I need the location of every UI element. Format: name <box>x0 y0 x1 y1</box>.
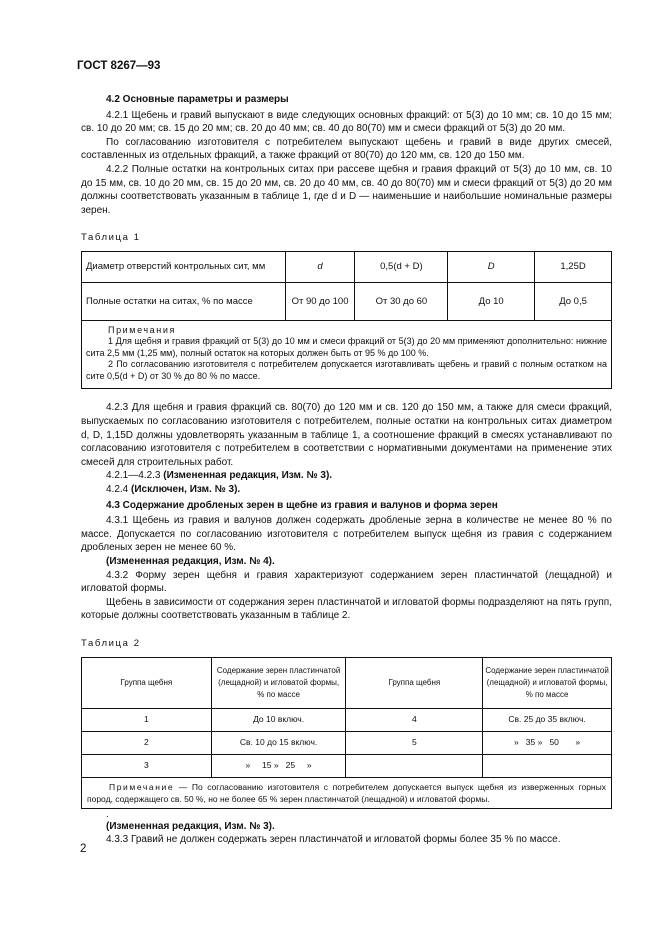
table2-cell: 1 <box>82 708 212 731</box>
paragraph-4-3-3: 4.3.3 Гравий не должен содержать зерен пластинчатой и игловатой формы более 35 % по массе. <box>106 834 561 846</box>
paragraph-4-2-3: 4.2.3 Для щебня и гравия фракций св. 80(70) до 120 мм и св. 120 до 150 мм, а также для смеси фракций, выпускаемых по согласованию изготовителя с потребителем, полные остатки на контрольных ситах диаметром d, D, 1,15D должны удовлетворять указанным в таблице 1, а соотношение фракций в смесях устанавливают по согласованию изготовителя с потребителем в соответствии с нормативными документами на применение этих смесей для строительных работ. <box>81 402 612 468</box>
table2-cell: » 15 » 25 » <box>211 754 346 777</box>
table-1 <box>81 251 612 390</box>
document-header: ГОСТ 8267—93 <box>77 60 161 72</box>
table1-cell: От 90 до 100 <box>285 282 355 320</box>
clause-ref: 4.2.4 <box>106 484 129 495</box>
table2-note-label: Примечание <box>109 781 175 792</box>
paragraph-4-2-1-cont: По согласованию изготовителя с потребителем выпускают щебень и гравий в виде других смесей, составленных из отдельных фракций, а также фракций от 80(70) до 120 мм, св. 120 до 150 мм. <box>81 136 612 162</box>
table-row <box>82 731 612 754</box>
paragraph-change-4-3-2: (Измененная редакция, Изм. № 3). <box>106 820 275 832</box>
table1-row-diameter <box>82 251 612 282</box>
table2-cell: 3 <box>82 754 212 777</box>
table2-header: Группа щебня <box>82 657 212 708</box>
page-content <box>81 93 612 847</box>
table2-cell: Св. 10 до 15 включ. <box>211 731 346 754</box>
table-2 <box>81 657 612 809</box>
paragraph-4-3-2: 4.3.2 Форму зерен щебня и гравия характеризуют содержанием зерен пластинчатой (лещадной) и игловатой формы. <box>81 569 612 595</box>
paragraph-change-4-2-1 <box>81 469 612 483</box>
table1-notes <box>82 320 612 389</box>
table1-cell: От 30 до 60 <box>355 282 448 320</box>
paragraph-4-3-1-change: (Измененная редакция, Изм. № 4). <box>106 555 275 567</box>
change-note: (Измененная редакция, Изм. № 3). <box>163 470 333 482</box>
table1-caption: Таблица 1 <box>81 232 141 244</box>
table2-cell: 5 <box>346 731 483 754</box>
table2-cell <box>346 754 483 777</box>
table2-cell: Св. 25 до 35 включ. <box>483 708 612 731</box>
table1-cell: 1,25D <box>535 251 612 282</box>
table1-cell: До 10 <box>448 282 535 320</box>
stray-dot: . <box>106 808 109 820</box>
table1-note-1: 1 Для щебня и гравия фракций от 5(3) до 10 мм и смеси фракций от 5(3) до 20 мм применяют дополнительно: нижние сита 2,5 мм (1,25 мм), полный остаток на которых должен быть от 95 % до 100 %. <box>86 336 607 358</box>
table1-cell: 0,5(d + D) <box>355 251 448 282</box>
section-heading-4-2: 4.2 Основные параметры и размеры <box>106 94 289 105</box>
table2-header: Группа щебня <box>346 657 483 708</box>
table2-cell: 2 <box>82 731 212 754</box>
table2-note-row <box>82 777 612 808</box>
table1-notes-title: Примечания <box>108 324 176 335</box>
table1-row-residue <box>82 282 612 320</box>
paragraph-4-3-1: 4.3.1 Щебень из гравия и валунов должен содержать дробленые зерна в количестве не менее 80 % по массе. Допускается по согласованию изготовителя с потребителем выпуск щебня из гравия с содержанием дробленых зерен не менее 60 %. <box>81 515 612 554</box>
table-row <box>82 754 612 777</box>
section-heading-4-3: 4.3 Содержание дробленых зерен в щебне из гравия и валунов и форма зерен <box>106 499 498 511</box>
table2-header-row <box>82 657 612 708</box>
table2-header: Содержание зерен пластинчатой (лещадной) и игловатой формы, % по массе <box>483 657 612 708</box>
table1-cell: D <box>448 251 535 282</box>
paragraph-4-2-4 <box>81 483 612 497</box>
table2-note-text: — По согласованию изготовителя с потребителем допускается выпуск щебня из изверженных горных пород, содержащего св. 50 %, но не более 65 % зерен пластинчатой (лещадной) и игловатой формы. <box>87 781 606 804</box>
table2-header: Содержание зерен пластинчатой (лещадной) и игловатой формы, % по массе <box>211 657 346 708</box>
table1-row2-label: Полные остатки на ситах, % по массе <box>82 282 286 320</box>
table-row <box>82 708 612 731</box>
table1-notes-cell <box>82 320 612 389</box>
table1-row1-label: Диаметр отверстий контрольных сит, мм <box>82 251 286 282</box>
clause-ref: 4.2.1—4.2.3 <box>106 470 161 482</box>
table2-cell: 4 <box>346 708 483 731</box>
table2-cell: До 10 включ. <box>211 708 346 731</box>
table2-note-cell <box>82 777 612 808</box>
table2-caption: Таблица 2 <box>81 637 141 649</box>
paragraph-4-3-2-cont: Щебень в зависимости от содержания зерен пластинчатой и игловатой формы подразделяют на пять групп, которые должны соответствовать указанным в таблице 2. <box>81 596 612 622</box>
table1-note-2: 2 По согласованию изготовителя с потребителем допускается изготавливать щебень и гравий с полным остатком на сите 0,5(d + D) от 30 % до 80 % по массе. <box>86 359 607 381</box>
table2-cell: » 35 » 50 » <box>483 731 612 754</box>
paragraph-4-2-2: 4.2.2 Полные остатки на контрольных ситах при рассеве щебня и гравия фракций от 5(3) до 10 мм, св. 10 до 15 мм, св. 10 до 20 мм, св. 15 до 20 мм, св. 20 до 40 мм, св. 40 до 80(70) мм и смеси фракций от 5(3) до 20 мм должны соответствовать указанным в таблице 1, где d и D — наименьшие и наибольшие номинальные размеры зерен. <box>81 163 612 216</box>
paragraph-4-2-1: 4.2.1 Щебень и гравий выпускают в виде следующих основных фракций: от 5(3) до 10 мм; св. 10 до 15 мм; св. 10 до 20 мм; св. 15 до 20 мм; св. 20 до 40 мм; св. 40 до 80(70) мм и смеси фракций от 5(3) до 20 мм. <box>81 109 612 135</box>
table1-cell: До 0,5 <box>535 282 612 320</box>
table1-cell: d <box>285 251 355 282</box>
change-note: (Исключен, Изм. № 3). <box>131 484 241 495</box>
table2-cell <box>483 754 612 777</box>
page-number: 2 <box>80 843 87 855</box>
